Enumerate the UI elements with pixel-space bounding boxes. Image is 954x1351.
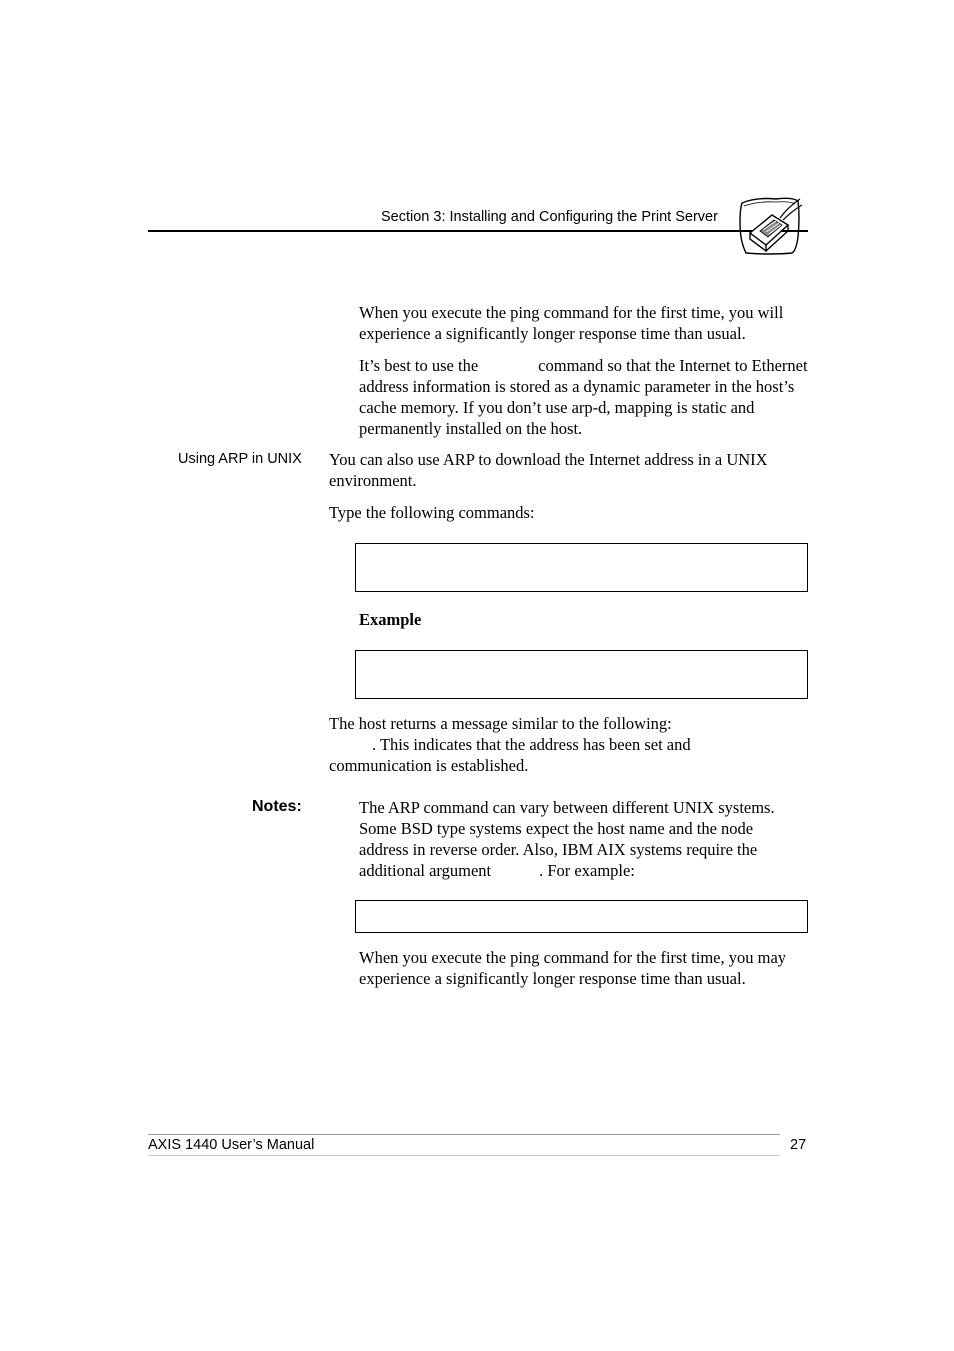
arp-unix-paragraph: You can also use ARP to download the Internet address in a UNIX environment. [329, 450, 768, 490]
ping-note-paragraph-2: When you execute the ping command for the first time, you may experience a significantly longer response time than usual. [359, 948, 787, 988]
command-box [355, 543, 808, 592]
print-server-device-icon [736, 193, 804, 257]
example-label: Example [359, 610, 422, 629]
page-number: 27 [790, 1137, 807, 1153]
example-command-box [355, 650, 808, 699]
notes-label: Notes: [252, 798, 302, 815]
notes-paragraph-end: . For example: [539, 861, 635, 880]
header-rule [148, 230, 808, 232]
arp-d-paragraph [359, 355, 809, 439]
footer-rule-top [148, 1134, 780, 1135]
arp-d-paragraph-rest: command so that the Internet to Ethernet address information is stored as a dynamic parameter in the host’s cache memory. If you don’t use arp-d, mapping is static and permanently installed on the host. [359, 356, 808, 438]
type-commands-paragraph: Type the following commands: [329, 503, 535, 522]
arp-d-paragraph-start: It’s best to use the [359, 356, 479, 375]
aix-command-box [355, 900, 808, 933]
notes-paragraph-main: The ARP command can vary between different UNIX systems. Some BSD type systems expect the host name and the node address in reverse order. Also, IBM AIX systems require the additional argument [359, 798, 775, 880]
host-returns-line3: communication is established. [329, 756, 529, 775]
running-header: Section 3: Installing and Configuring the Print Server [381, 209, 718, 225]
footer-rule-bottom [148, 1155, 780, 1156]
side-heading-arp-unix: Using ARP in UNIX [178, 451, 302, 467]
ping-note-paragraph: When you execute the ping command for the first time, you will experience a significantly longer response time than usual. [359, 303, 784, 343]
host-returns-line1: The host returns a message similar to the following: [329, 714, 672, 733]
notes-paragraph [359, 797, 804, 881]
footer-manual-title: AXIS 1440 User’s Manual [148, 1137, 315, 1153]
host-returns-line2: . This indicates that the address has been set and [372, 735, 691, 754]
